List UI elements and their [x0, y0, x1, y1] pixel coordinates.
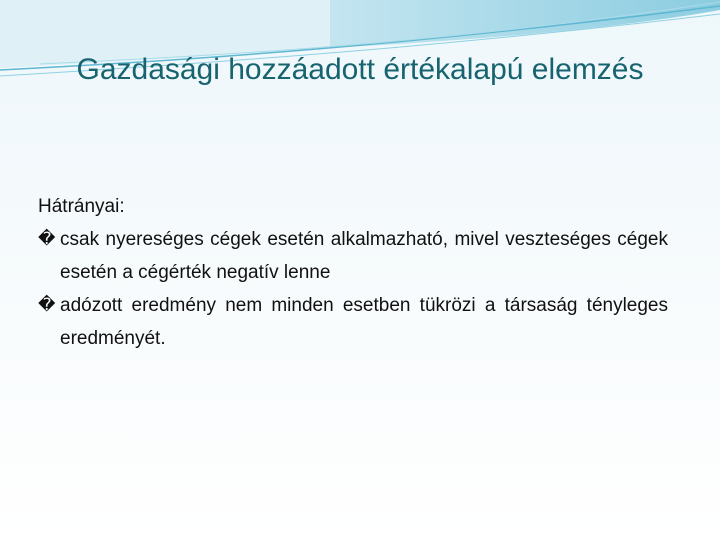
bullet-text: csak nyereséges cégek esetén alkalmazható, mivel veszteséges cégek esetén a cégérték negatív lenne [60, 229, 668, 283]
bullet-marker-icon: � [38, 229, 56, 249]
bullet-item [38, 289, 668, 355]
bullet-text: adózott eredmény nem minden esetben tükrözi a társaság tényleges eredményét. [60, 295, 668, 349]
slide-title: Gazdasági hozzáadott értékalapú elemzés [76, 53, 644, 86]
intro-heading: Hátrányai: [38, 196, 125, 217]
slide-body [38, 190, 668, 355]
bullet-marker-icon: � [38, 295, 56, 315]
bullet-item [38, 223, 668, 289]
